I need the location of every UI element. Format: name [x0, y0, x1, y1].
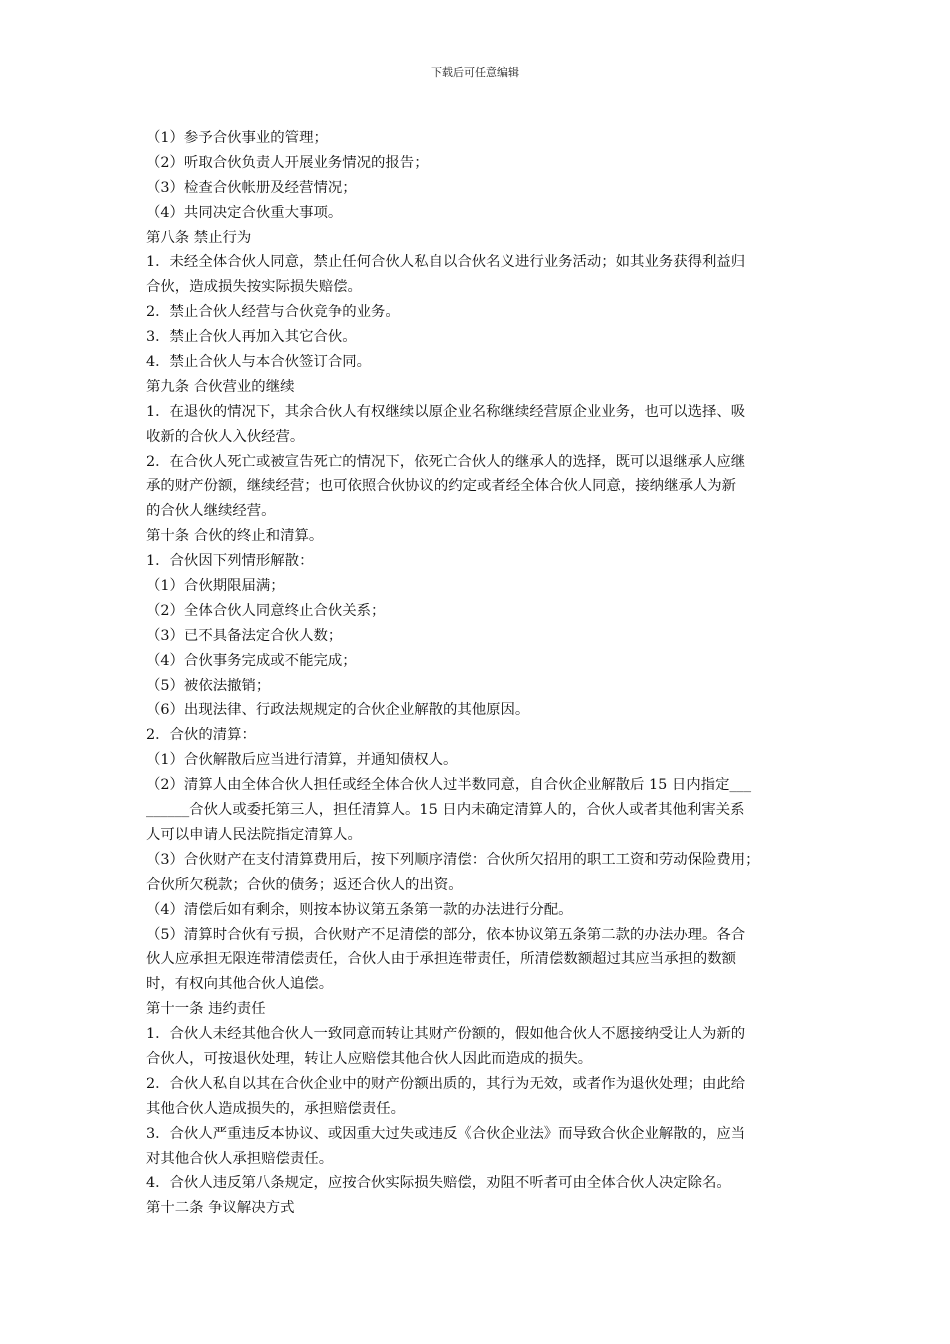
- section-heading: 第十条 合伙的终止和清算。: [146, 528, 324, 545]
- text-line: 合伙，造成损失按实际损失赔偿。: [146, 279, 362, 296]
- text-line: （5）被依法撤销；: [146, 677, 271, 694]
- text-line: 1．在退伙的情况下，其余合伙人有权继续以原企业名称继续经营原企业业务，也可以选择、吸: [146, 403, 746, 420]
- text-line: 合伙人，可按退伙处理，转让人应赔偿其他合伙人因此而造成的损失。: [146, 1050, 593, 1067]
- text-line: 2．在合伙人死亡或被宣告死亡的情况下，依死亡合伙人的继承人的选择，既可以退继承人应继: [146, 453, 746, 470]
- text-line: （4）合伙事务完成或不能完成；: [146, 652, 357, 669]
- text-line: （5）清算时合伙有亏损，合伙财产不足清偿的部分，依本协议第五条第二款的办法办理。各合: [146, 926, 746, 943]
- section-heading: 第十二条 争议解决方式: [146, 1200, 295, 1217]
- text-line: 3．合伙人严重违反本协议、或因重大过失或违反《合伙企业法》而导致合伙企业解散的，应当: [146, 1125, 746, 1142]
- text-line: （1）合伙期限届满；: [146, 578, 285, 595]
- text-line: （3）合伙财产在支付清算费用后，按下列顺序清偿：合伙所欠招用的职工工资和劳动保险费用；: [146, 851, 760, 868]
- text-line: 1．合伙人未经其他合伙人一致同意而转让其财产份额的，假如他合伙人不愿接纳受让人为新的: [146, 1026, 746, 1043]
- text-line: 时，有权向其他合伙人追偿。: [146, 976, 334, 993]
- text-line: ______合伙人或委托第三人，担任清算人。15 日内未确定清算人的，合伙人或者其他利害关系: [146, 802, 745, 819]
- text-line: 收新的合伙人入伙经营。: [146, 428, 305, 445]
- text-line: 人可以申请人民法院指定清算人。: [146, 826, 362, 843]
- text-line: （1）合伙解散后应当进行清算，并通知债权人。: [146, 752, 458, 769]
- text-line: （2）全体合伙人同意终止合伙关系；: [146, 602, 386, 619]
- text-line: 1．未经全体合伙人同意，禁止任何合伙人私自以合伙名义进行业务活动；如其业务获得利益归: [146, 254, 746, 271]
- text-line: （6）出现法律、行政法规规定的合伙企业解散的其他原因。: [146, 702, 530, 719]
- section-heading: 第八条 禁止行为: [146, 229, 252, 246]
- text-line: 的合伙人继续经营。: [146, 503, 276, 520]
- text-line: 其他合伙人造成损失的，承担赔偿责任。: [146, 1100, 406, 1117]
- text-line: （2）清算人由全体合伙人担任或经全体合伙人过半数同意，自合伙企业解散后 15 日内指定___: [146, 777, 752, 794]
- text-line: （3）已不具备法定合伙人数；: [146, 627, 343, 644]
- text-line: 1．合伙因下列情形解散：: [146, 553, 314, 570]
- text-line: 4．合伙人违反第八条规定，应按合伙实际损失赔偿，劝阻不听者可由全体合伙人决定除名。: [146, 1175, 731, 1192]
- text-line: 承的财产份额，继续经营；也可依照合伙协议的约定或者经全体合伙人同意，接纳继承人为新: [146, 478, 737, 495]
- text-line: （2）听取合伙负责人开展业务情况的报告；: [146, 154, 429, 171]
- text-line: （4）清偿后如有剩余，则按本协议第五条第一款的办法进行分配。: [146, 901, 573, 918]
- text-line: 伙人应承担无限连带清偿责任，合伙人由于承担连带责任，所清偿数额超过其应当承担的数额: [146, 951, 737, 968]
- text-line: 3．禁止合伙人再加入其它合伙。: [146, 329, 357, 346]
- text-line: 2．合伙的清算：: [146, 727, 256, 744]
- document-body: [146, 126, 818, 1221]
- text-line: （3）检查合伙帐册及经营情况；: [146, 179, 357, 196]
- text-line: 2．禁止合伙人经营与合伙竞争的业务。: [146, 304, 400, 321]
- text-line: 对其他合伙人承担赔偿责任。: [146, 1150, 334, 1167]
- section-heading: 第十一条 违约责任: [146, 1001, 266, 1018]
- page-header: 下载后可任意编辑: [431, 66, 519, 79]
- text-line: 合伙所欠税款；合伙的债务；返还合伙人的出资。: [146, 876, 463, 893]
- section-heading: 第九条 合伙营业的继续: [146, 378, 295, 395]
- text-line: （1）参予合伙事业的管理；: [146, 130, 328, 146]
- text-line: （4）共同决定合伙重大事项。: [146, 204, 343, 221]
- text-line: 4．禁止合伙人与本合伙签订合同。: [146, 354, 372, 371]
- text-line: 2．合伙人私自以其在合伙企业中的财产份额出质的，其行为无效，或者作为退伙处理；由此给: [146, 1075, 746, 1092]
